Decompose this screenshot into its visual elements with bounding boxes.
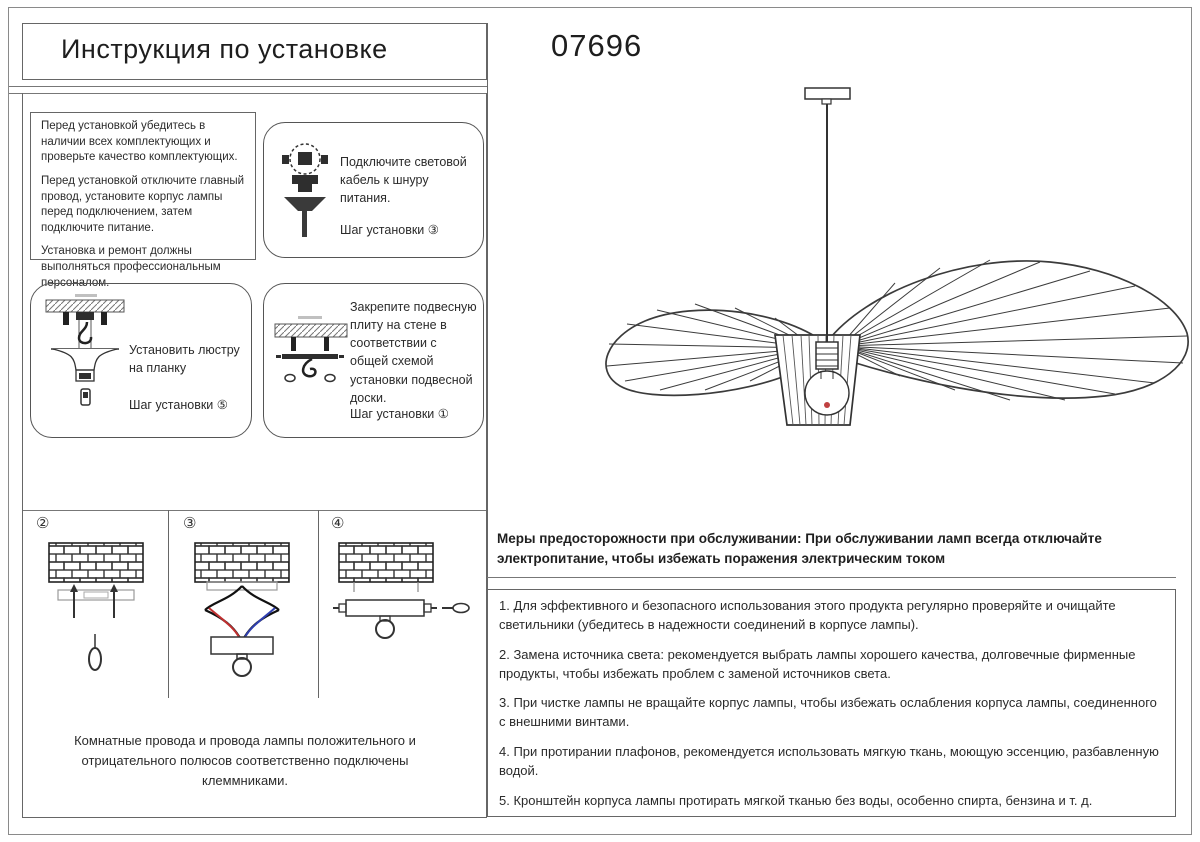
wire-connection-diagram	[185, 538, 301, 688]
step-instruction: Закрепите подвесную плиту на стене в соответствии с общей схемой установки подвесной доски.	[350, 300, 477, 405]
maintenance-item: 3. При чистке лампы не вращайте корпус лампы, чтобы избежать ослабления корпуса лампы, соединенного с внешними винтами.	[499, 695, 1157, 730]
power-connector-assembly-icon	[278, 137, 332, 241]
step-instruction: Установить люстру на планку	[129, 343, 240, 376]
warning-paragraph: Перед установкой отключите главный провод, установите корпус лампы перед подключением, затем подключите питание.	[41, 174, 245, 234]
page-title: Инструкция по установке	[61, 34, 388, 64]
pre-install-warning-box	[30, 112, 256, 289]
step-number-label: Шаг установки ③	[340, 223, 439, 237]
page-title-box	[22, 23, 487, 80]
wiring-footer-note: Комнатные провода и провода лампы положительного и отрицательного полюсов соответственно подключены клеммниками.	[74, 733, 416, 789]
step-instruction: Подключите световой кабель к шнуру питания.	[340, 155, 467, 206]
step-box-1	[263, 283, 484, 438]
maintenance-item: 4. При протирании плафонов, рекомендуется использовать мягкую ткань, моющую эссенцию, разбавленную водой.	[499, 744, 1159, 778]
maintenance-list-box	[487, 589, 1176, 817]
title-underline-1	[9, 86, 487, 87]
panel-number-2: ②	[36, 515, 50, 532]
pendant-lamp-drawing	[545, 78, 1195, 478]
model-number: 07696	[551, 28, 643, 63]
maintenance-item: 1. Для эффективного и безопасного использования этого продукта регулярно проверяйте и очищайте светильники (убедитесь в надежности соединений в корпусе лампы).	[499, 598, 1116, 632]
mounting-plate-hook-icon	[272, 314, 350, 396]
canopy-screwdriver-diagram	[330, 538, 470, 658]
warning-paragraph: Установка и ремонт должны выполняться профессиональным персоналом.	[41, 245, 221, 289]
step-box-3	[263, 122, 484, 258]
step-box-5	[30, 283, 252, 438]
wall-bracket-screws-diagram	[40, 538, 152, 688]
warning-paragraph: Перед установкой убедитесь в наличии всех комплектующих и проверьте качество комплектующих.	[41, 120, 238, 164]
step-number-label: Шаг установки ⑤	[129, 398, 228, 412]
maintenance-item: 5. Кронштейн корпуса лампы протирать мягкой тканью без воды, особенно спирта, бензина и т. д.	[499, 792, 1093, 808]
ceiling-hook-canopy-icon	[43, 292, 127, 414]
step-number-label: Шаг установки ①	[350, 407, 449, 421]
safety-heading: Меры предосторожности при обслуживании: При обслуживании ламп всегда отключайте электропитание, чтобы избежать поражения электрическим током	[497, 531, 1102, 567]
panel-number-4: ④	[331, 515, 345, 532]
panel-number-3: ③	[183, 515, 197, 532]
safety-underline	[487, 577, 1176, 578]
maintenance-item: 2. Замена источника света: рекомендуется выбрать лампы хорошего качества, долговечные фирменные продукты, чтобы избежать проблем с заменой источников света.	[499, 646, 1136, 681]
